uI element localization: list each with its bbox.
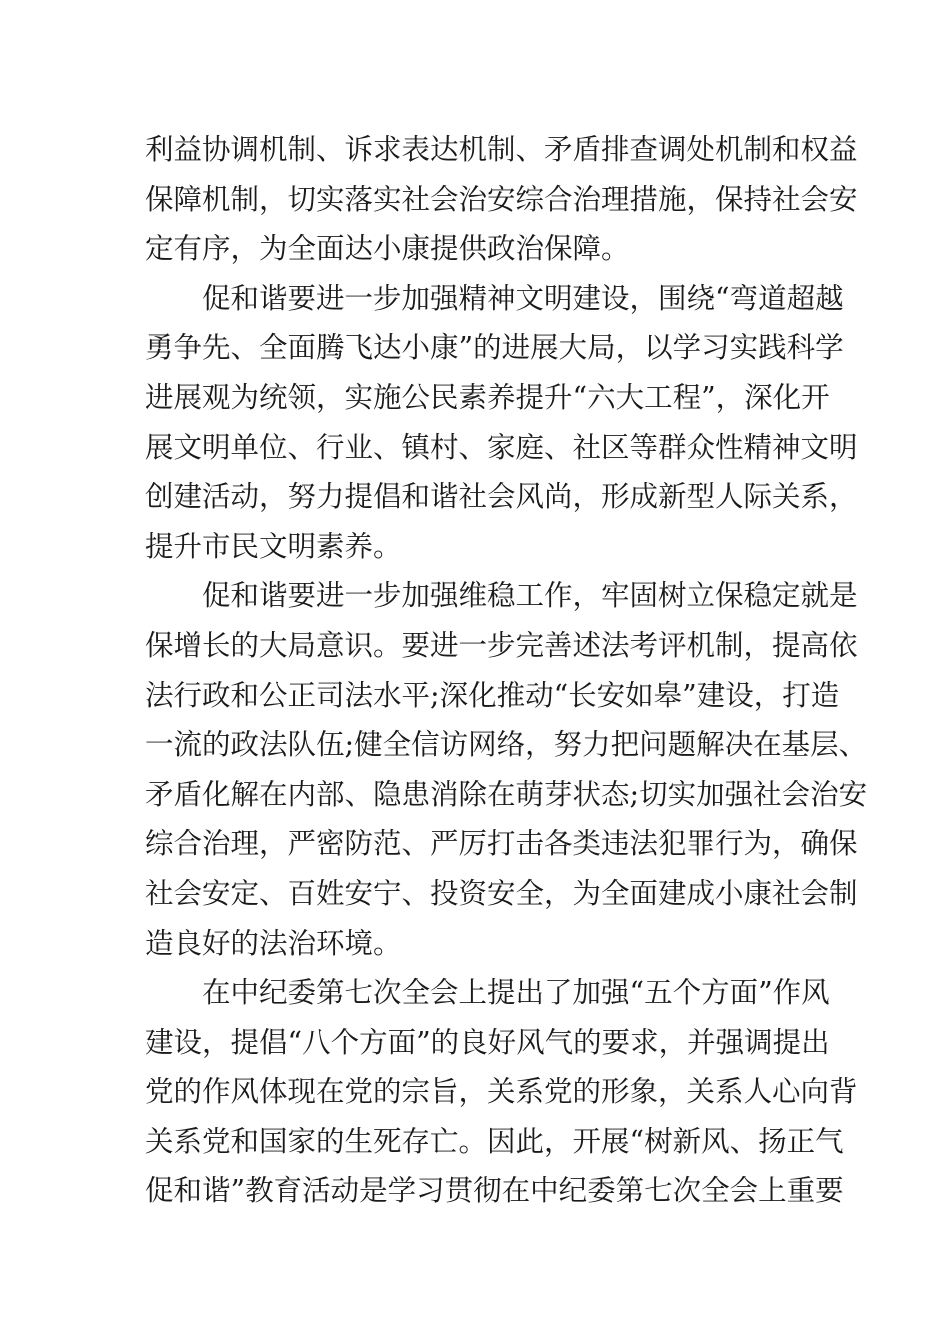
body-text — [145, 125, 868, 1216]
paragraph-1-line-3: 定有序，为全面达小康提供政治保障。 — [145, 232, 630, 266]
paragraph-3-line-2: 保增长的大局意识。要进一步完善述法考评机制，提高依 — [145, 628, 858, 662]
paragraph-3-line-8: 造良好的法治环境。 — [145, 926, 402, 960]
paragraph-1-line-1: 利益协调机制、诉求表达机制、矛盾排查调处机制和权益 — [145, 133, 858, 166]
paragraph-3-line-7: 社会安定、百姓安宁、投资安全，为全面建成小康社会制 — [145, 876, 858, 910]
paragraph-4-line-2: 建设，提倡“八个方面”的良好风气的要求，并强调提出 — [145, 1025, 830, 1059]
paragraph-2-line-4: 展文明单位、行业、镇村、家庭、社区等群众性精神文明 — [145, 430, 858, 464]
paragraph-3-line-1: 促和谐要进一步加强维稳工作，牢固树立保稳定就是 — [202, 579, 858, 613]
paragraph-4-line-4: 关系党和国家的生死存亡。因此，开展“树新风、扬正气 — [145, 1124, 844, 1158]
paragraph-3-line-6: 综合治理，严密防范、严厉打击各类违法犯罪行为，确保 — [145, 827, 858, 861]
paragraph-2-line-1: 促和谐要进一步加强精神文明建设，围绕“弯道超越 — [202, 281, 844, 315]
paragraph-4-line-5: 促和谐”教育活动是学习贯彻在中纪委第七次全会上重要 — [145, 1174, 844, 1208]
paragraph-2-line-3: 进展观为统领，实施公民素养提升“六大工程”，深化开 — [145, 380, 830, 414]
paragraph-4-line-3: 党的作风体现在党的宗旨，关系党的形象，关系人心向背 — [145, 1075, 858, 1109]
paragraph-4-line-1: 在中纪委第七次全会上提出了加强“五个方面”作风 — [202, 976, 830, 1010]
paragraph-2-line-6: 提升市民文明素养。 — [145, 529, 402, 563]
paragraph-2-line-2: 勇争先、全面腾飞达小康”的进展大局，以学习实践科学 — [145, 331, 844, 365]
paragraph-1-line-2: 保障机制，切实落实社会治安综合治理措施，保持社会安 — [145, 182, 858, 216]
paragraph-3-line-3: 法行政和公正司法水平;深化推动“长安如皋”建设，打造 — [145, 678, 840, 712]
paragraph-3-line-5: 矛盾化解在内部、隐患消除在萌芽状态;切实加强社会治安 — [145, 777, 868, 811]
paragraph-3-line-4: 一流的政法队伍;健全信访网络，努力把问题解决在基层、 — [145, 728, 868, 762]
paragraph-2-line-5: 创建活动，努力提倡和谐社会风尚，形成新型人际关系， — [145, 480, 858, 514]
